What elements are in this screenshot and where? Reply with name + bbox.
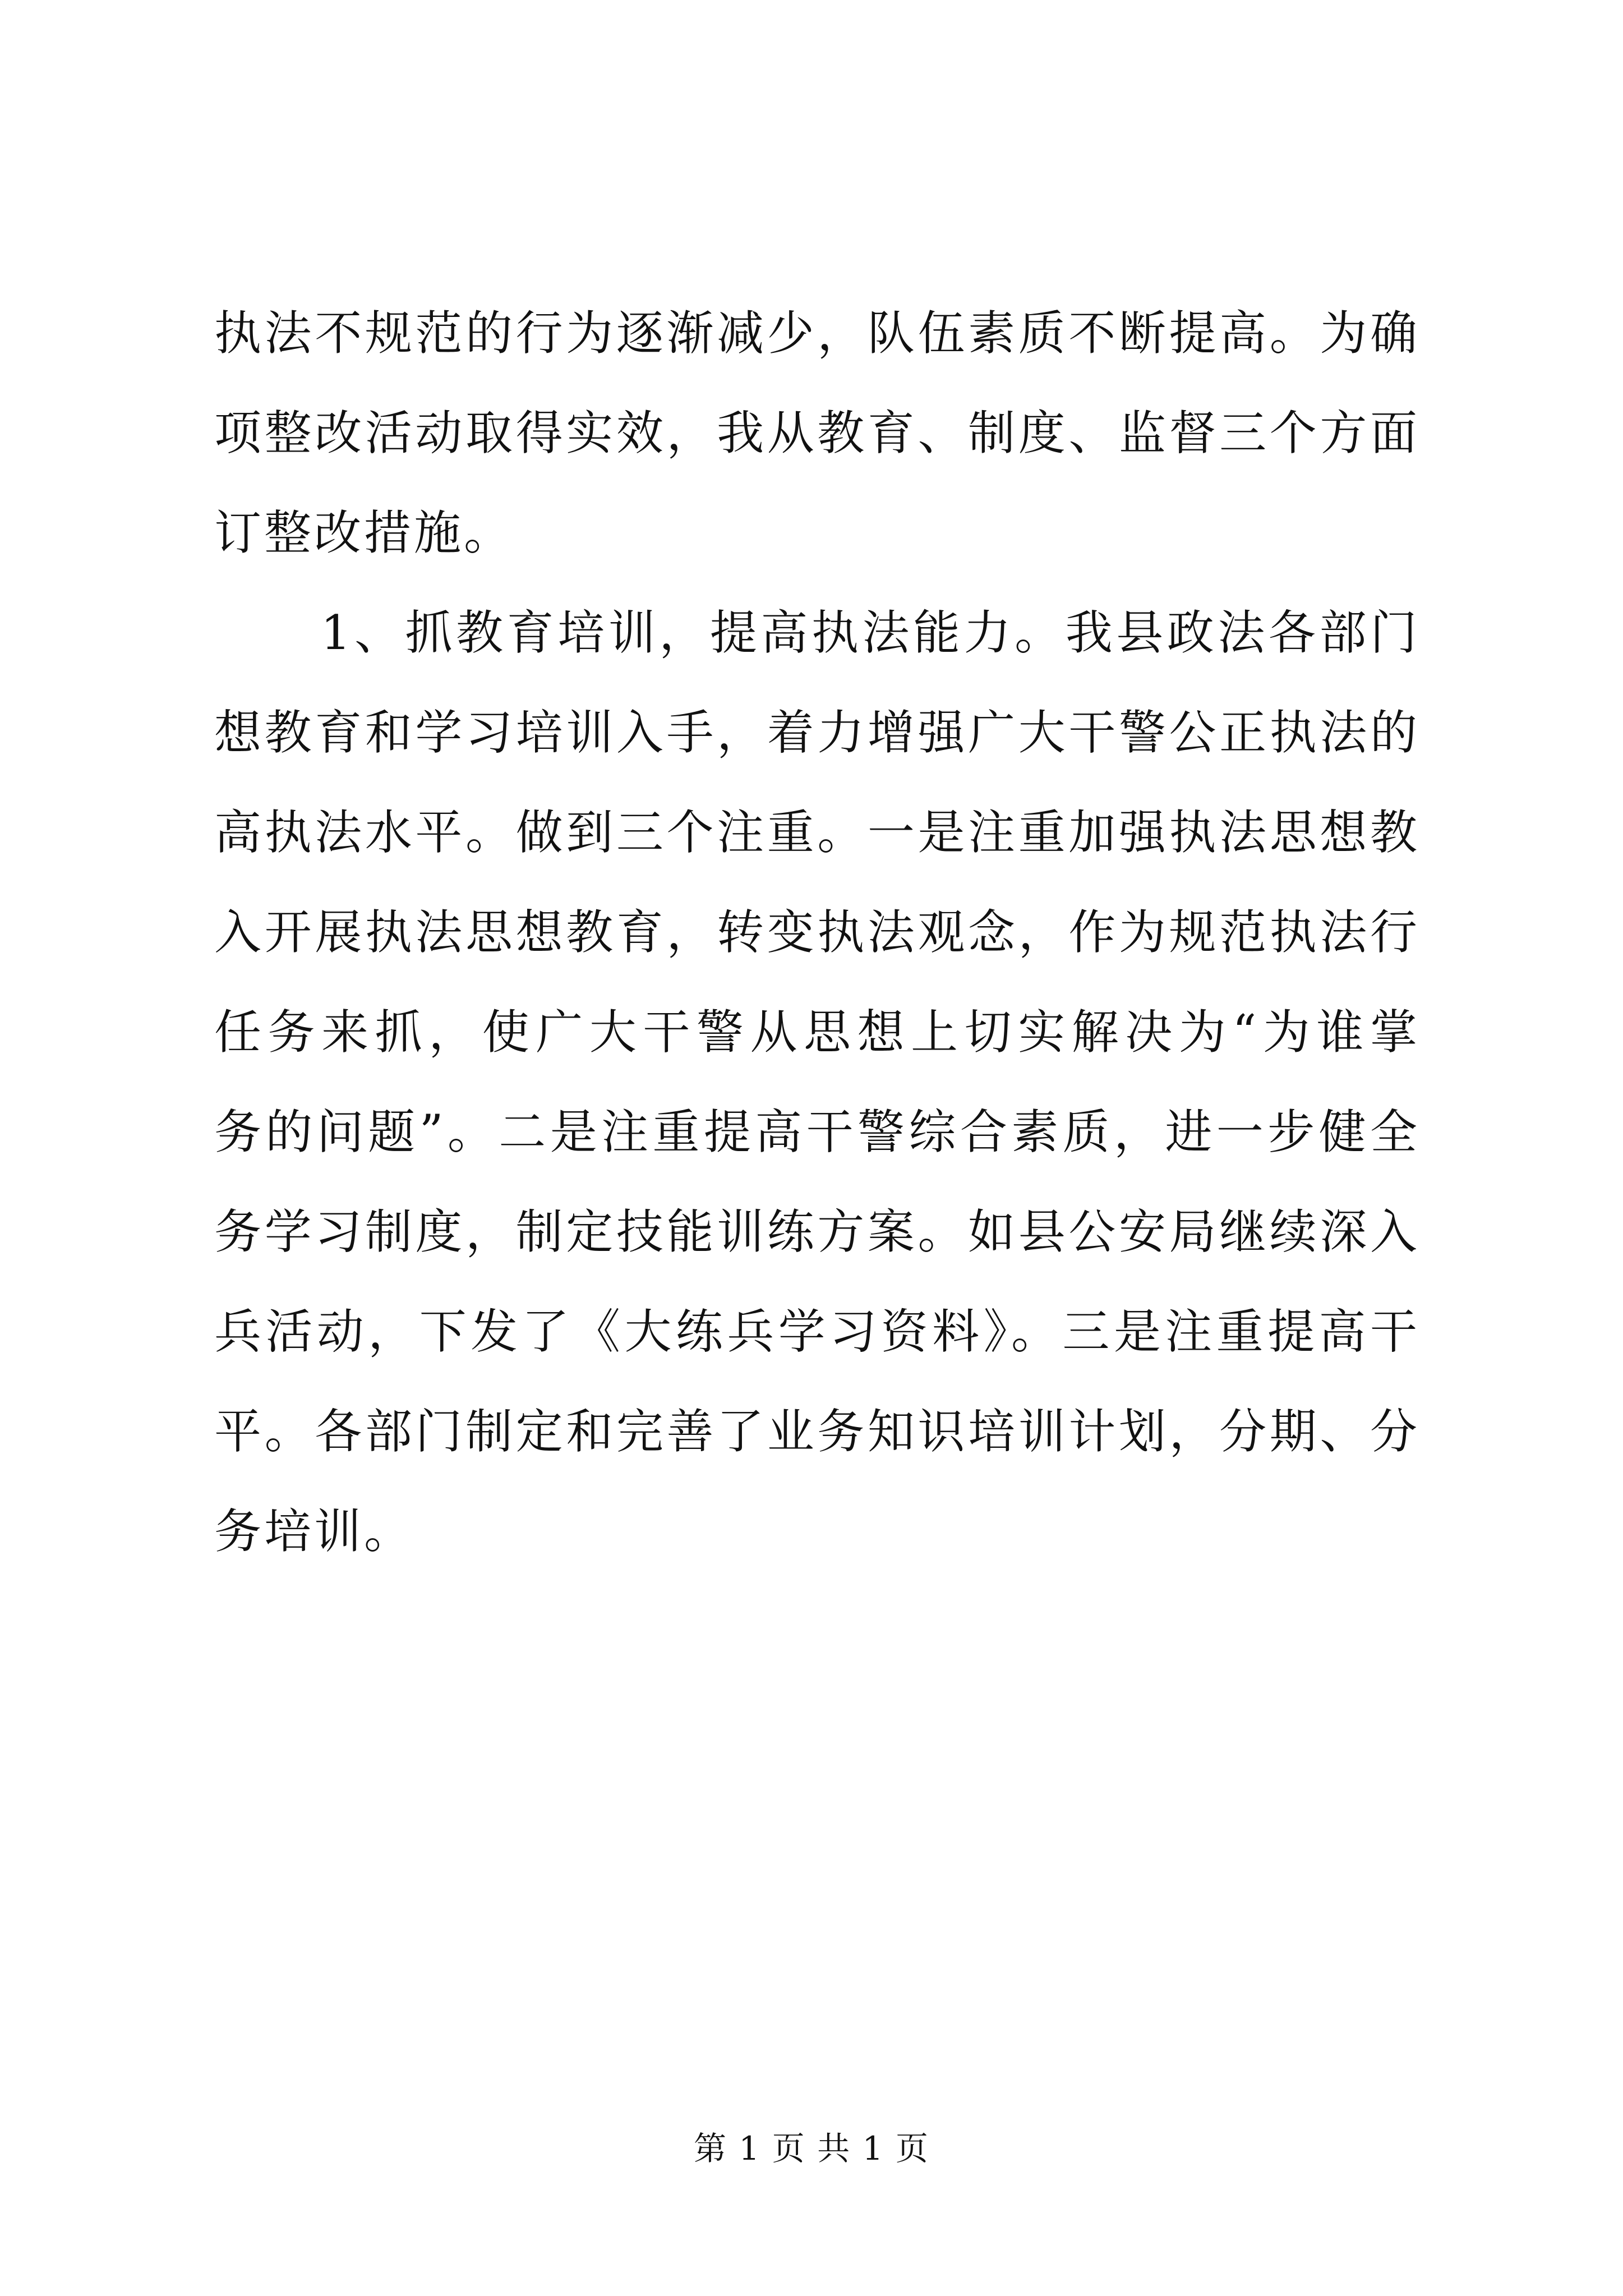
text-line: 兵活动，下发了《大练兵学习资料》。三是注重提高干 — [214, 1304, 1420, 1359]
page-footer: 第 1 页 共 1 页 — [694, 2129, 929, 2168]
text-line: 项整改活动取得实效，我从教育、制度、监督三个方面 — [214, 406, 1420, 461]
text-line: 务培训。 — [214, 1504, 414, 1559]
text-line: 高执法水平。做到三个注重。一是注重加强执法思想教 — [214, 805, 1420, 860]
text-line: 平。各部门制定和完善了业务知识培训计划，分期、分 — [214, 1404, 1420, 1459]
paragraph — [214, 583, 1420, 1581]
text-line: 务学习制度，制定技能训练方案。如县公安局继续深入 — [214, 1204, 1420, 1259]
document-body — [214, 283, 1420, 1581]
paragraph — [214, 283, 1420, 583]
text-line: 任务来抓，使广大干警从思想上切实解决为“为谁掌 — [214, 1005, 1420, 1060]
text-line: 订整改措施。 — [214, 505, 514, 560]
text-line: 执法不规范的行为逐渐减少，队伍素质不断提高。为确 — [214, 306, 1420, 361]
text-line: 务的问题”。二是注重提高干警综合素质，进一步健全 — [214, 1105, 1420, 1159]
text-line: 想教育和学习培训入手，着力增强广大干警公正执法的 — [214, 705, 1420, 760]
text-line: 1、抓教育培训，提高执法能力。我县政法各部门 — [321, 605, 1420, 660]
text-line: 入开展执法思想教育，转变执法观念，作为规范执法行 — [214, 905, 1420, 960]
